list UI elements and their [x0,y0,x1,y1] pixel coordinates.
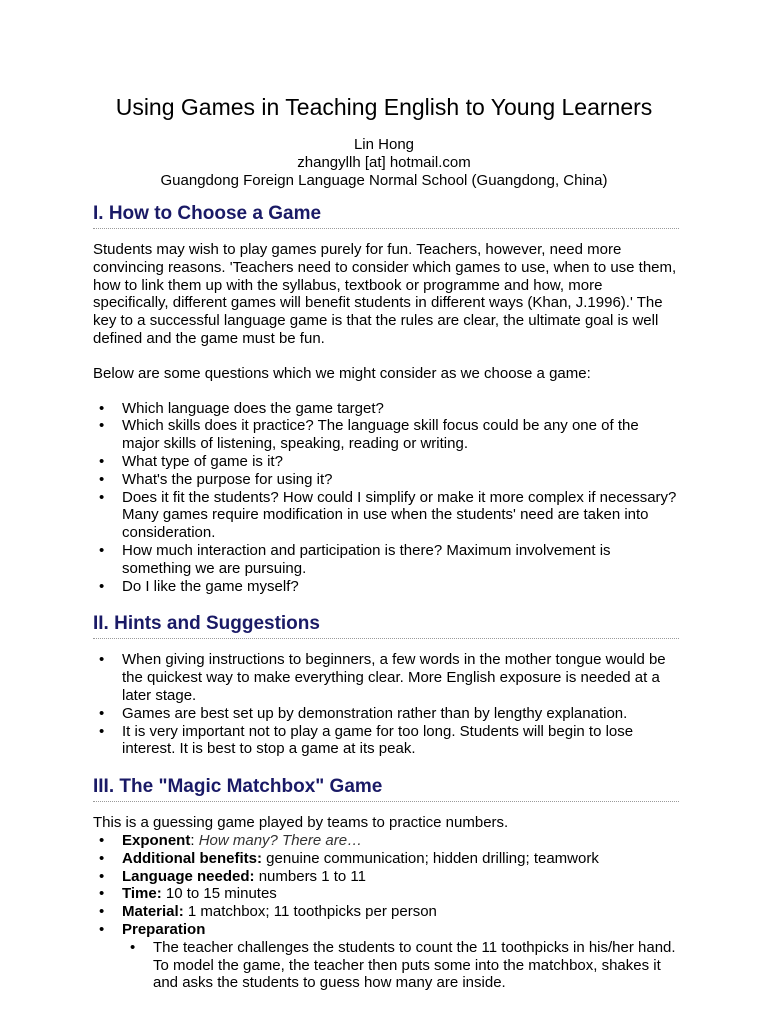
list-item: • Do I like the game myself? [122,578,679,596]
list-item: • How much interaction and participation is there? Maximum involvement is something we are pursuing. [122,542,679,578]
paragraph: Below are some questions which we might consider as we choose a game: [93,364,591,382]
list-item: • Which skills does it practice? The language skill focus could be any one of the major skills of listening, speaking, reading or writing. [122,417,679,453]
list-item-time [122,885,679,903]
list-item-material [122,903,679,921]
author-name: Lin Hong [353,136,415,153]
detail-value: How many? There are… [198,831,363,849]
question-list [93,400,679,596]
preparation-list [122,939,679,992]
game-details-list [93,832,679,992]
list-item: • It is very important not to play a game for too long. Students will begin to lose interest. It is best to stop a game at its peak. [122,723,679,759]
article-body [93,202,679,992]
detail-label: Material: [122,903,184,921]
author-email: zhangyllh [at] hotmail.com [297,154,471,171]
list-item: • When giving instructions to beginners, a few words in the mother tongue would be the quickest way to make everything clear. More English exposure is needed at a later stage. [122,651,679,704]
section-heading-magic-matchbox: III. The "Magic Matchbox" Game [93,775,679,802]
list-item: • Does it fit the students? How could I simplify or make it more complex if necessary? Many games require modification in use when the students' need are taken into consideration. [122,489,679,542]
list-item: • The teacher challenges the students to count the 11 toothpicks in his/her hand. To model the game, the teacher then puts some into the matchbox, shakes it and asks the students to guess how many are inside. [153,939,679,992]
detail-value: 1 matchbox; 11 toothpicks per person [183,903,437,921]
detail-value: numbers 1 to 11 [254,867,366,885]
list-item-exponent [122,832,679,850]
list-item: • What type of game is it? [122,453,679,471]
page-title: Using Games in Teaching English to Young Learners [115,94,653,120]
section-heading-how-to-choose: I. How to Choose a Game [93,202,679,229]
detail-label: Exponent [122,831,191,849]
paragraph: Students may wish to play games purely for fun. Teachers, however, need more convincing reasons. 'Teachers need to consider which games to use, when to use them, how to link them up with the syllabus, textbook or programme and how, more specifically, different games will benefit students in different ways (Khan, J.1996).' The key to a successful language game is that the rules are clear, the ultimate goal is well defined and the game must be fun. [93,241,677,347]
detail-value: genuine communication; hidden drilling; teamwork [262,849,599,867]
list-item: • Games are best set up by demonstration rather than by lengthy explanation. [122,705,679,723]
detail-label: Additional benefits: [122,849,262,867]
detail-colon: : [190,831,199,849]
list-item-language [122,868,679,886]
detail-label: Time: [122,885,162,903]
hints-list [93,651,679,758]
section-heading-hints: II. Hints and Suggestions [93,612,679,639]
detail-label: Language needed: [122,867,255,885]
list-item-preparation [122,921,679,992]
list-item: • Which language does the game target? [122,400,679,418]
detail-label: Preparation [122,920,206,938]
paragraph: This is a guessing game played by teams to practice numbers. [93,814,509,832]
list-item-benefits [122,850,679,868]
list-item: • What's the purpose for using it? [122,471,679,489]
byline [0,136,768,190]
detail-value: 10 to 15 minutes [161,885,277,903]
author-affiliation: Guangdong Foreign Language Normal School (Guangdong, China) [160,172,608,189]
